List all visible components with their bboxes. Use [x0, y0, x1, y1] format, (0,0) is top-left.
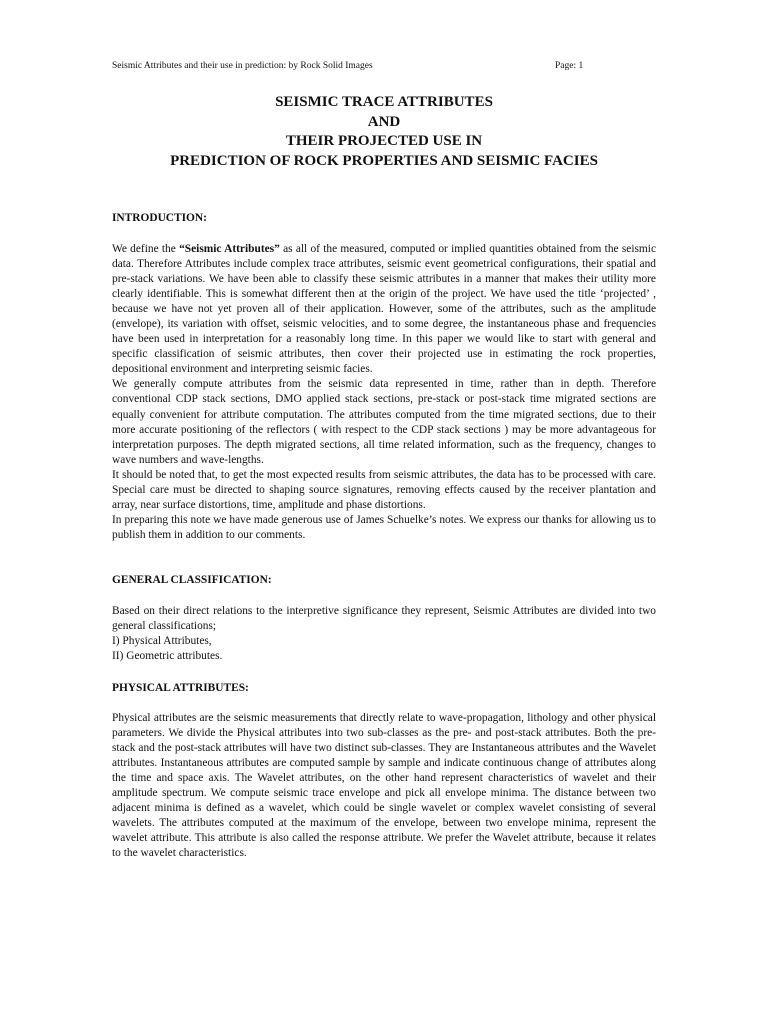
title-line-4: PREDICTION OF ROCK PROPERTIES AND SEISMIC FACIES: [170, 152, 598, 169]
general-classification-heading: GENERAL CLASSIFICATION:: [112, 574, 272, 586]
seismic-attributes-term: “Seismic Attributes”: [179, 243, 280, 255]
introduction-paragraph-4: In preparing this note we have made generous use of James Schuelke’s notes. We express our thanks for allowing us to publish them in addition to our comments.: [112, 513, 656, 541]
general-classification-intro: Based on their direct relations to the interpretive significance they represent, Seismic Attributes are divided into two general classifications;: [112, 605, 656, 633]
general-classification-body: [112, 604, 656, 664]
title-line-2: AND: [367, 113, 401, 130]
title-line-1: SEISMIC TRACE ATTRIBUTES: [275, 94, 493, 110]
intro-p1-rest: as all of the measured, computed or implied quantities obtained from the seismic data. Therefore Attributes include complex trace attributes, seismic event geometrical configurations, their spatial and pre-stack variations. We have been able to classify these seismic attributes in a manner that makes their utility more clearly identifiable. This is somewhat different then at the origin of the project. We have used the title ‘projected’ , because we have not yet proven all of their application. However, some of the attributes, such as the amplitude (envelope), its variation with offset, seismic velocities, and to some degree, the instantaneous phase and frequencies have been used in interpretation for a reasonably long time. In this paper we would like to start with general and specific classification of seismic attributes, then cover their projected use in estimating the rock properties, depositional environment and interpreting seismic facies.: [112, 243, 656, 376]
classification-item-geometric: II) Geometric attributes.: [112, 650, 223, 663]
introduction-paragraph-3: It should be noted that, to get the most expected results from seismic attributes, the data has to be processed with care. Special care must be directed to shaping source signatures, removing effects caused by the receiver plantation and array, near surface distortions, time, amplitude and phase distortions.: [112, 468, 656, 511]
title-line-3: THEIR PROJECTED USE IN: [285, 133, 483, 149]
physical-attributes-heading: PHYSICAL ATTRIBUTES:: [112, 682, 249, 694]
introduction-paragraph-2: We generally compute attributes from the seismic data represented in time, rather than in depth. Therefore conventional CDP stack sections, DMO applied stack sections, pre-stack or post-stack time migrated sections are equally convenient for attribute computation. The attributes computed from the time migrated sections, due to their more accurate positioning of the reflectors ( with respect to the CDP stack sections ) may be more advantageous for interpretation purposes. The depth migrated sections, all time related information, such as the frequency, changes to wave numbers and wave-lengths.: [112, 378, 656, 466]
introduction-paragraph-1: [112, 242, 656, 377]
document-title: [60, 93, 708, 171]
physical-attributes-body: [112, 711, 656, 861]
page-number: Page: 1: [555, 61, 584, 71]
introduction-body: [112, 242, 656, 543]
intro-p1-lead: We define the: [112, 243, 180, 255]
classification-item-physical: I) Physical Attributes,: [112, 635, 212, 648]
introduction-heading: INTRODUCTION:: [112, 212, 207, 224]
physical-attributes-paragraph: Physical attributes are the seismic measurements that directly relate to wave-propagation, lithology and other physical parameters. We divide the Physical attributes into two sub-classes as the pre- and post-stack attributes. Both the pre-stack and the post-stack attributes will have two distinct sub-classes. They are Instantaneous attributes and the Wavelet attributes. Instantaneous attributes are computed sample by sample and indicate continuous change of attributes along the time and space axis. The Wavelet attributes, on the other hand represent characteristics of wavelet and their amplitude spectrum. We compute seismic trace envelope and pick all envelope minima. The distance between two adjacent minima is defined as a wavelet, which could be single wavelet or complex wavelet consisting of several wavelets. The attributes computed at the maximum of the envelope, between two envelope minima, represent the wavelet attribute. This attribute is also called the response attribute. We prefer the Wavelet attribute, because it relates to the wavelet characteristics.: [112, 712, 656, 860]
running-header: Seismic Attributes and their use in prediction: by Rock Solid Images: [112, 61, 373, 71]
